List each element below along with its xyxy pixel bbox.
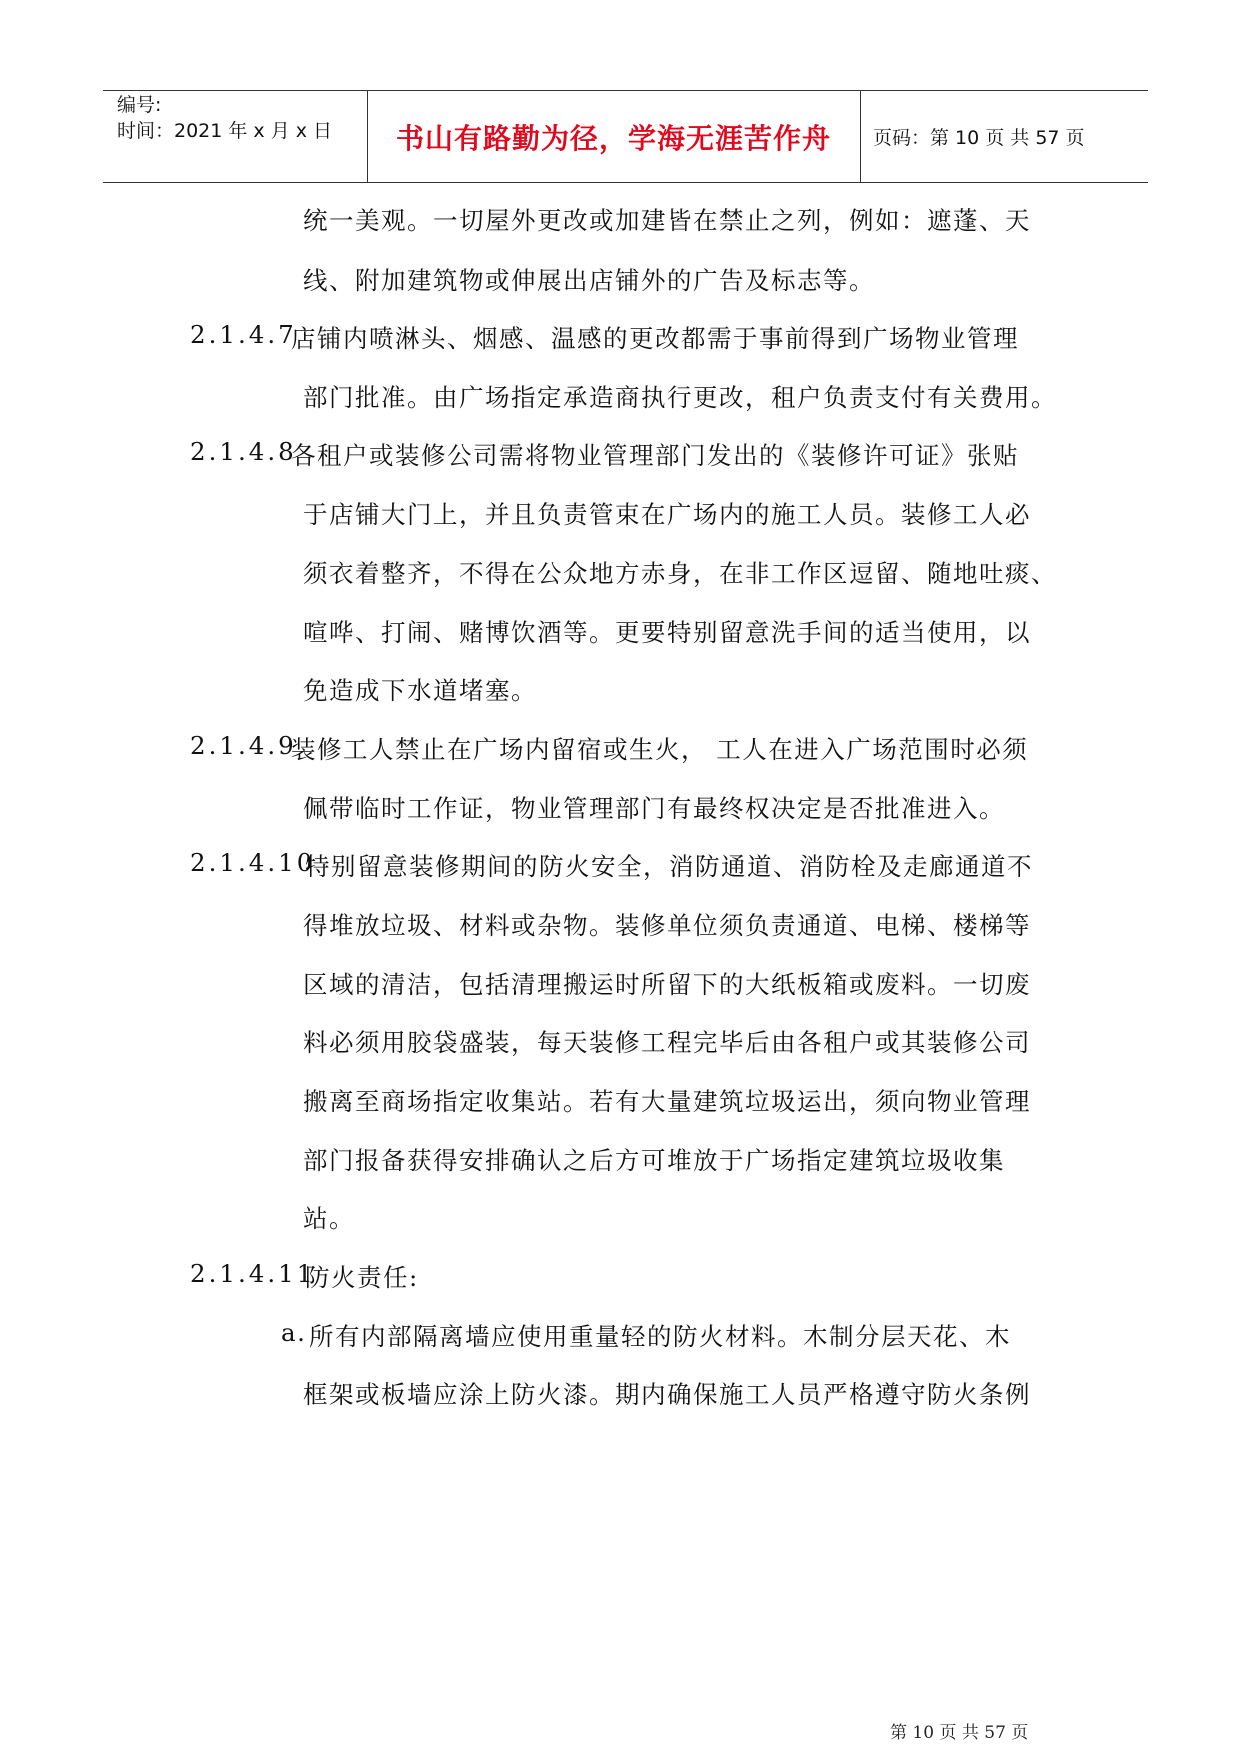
body-line: 免造成下水道堵塞。 [303, 676, 537, 705]
body-line: 部门批准。由广场指定承造商执行更改，租户负责支付有关费用。 [303, 383, 1057, 412]
body-line: 特别留意装修期间的防火安全，消防通道、消防栓及走廊通道不 [305, 852, 1033, 881]
header-motto: 书山有路勤为径，学海无涯苦作舟 [395, 121, 831, 155]
header-page-info: 页码：第 10 页 共 57 页 [873, 127, 1085, 149]
header-divider [367, 90, 368, 183]
header-divider [860, 90, 861, 183]
section-number: 2.1.4.9 [190, 731, 297, 760]
section-number: 2.1.4.11 [190, 1259, 316, 1288]
body-line: 站。 [303, 1204, 355, 1233]
section-number: 2.1.4.7 [190, 320, 297, 349]
serial-label: 编号: [117, 94, 162, 116]
body-line: 统一美观。一切屋外更改或加建皆在禁止之列，例如：遮蓬、天 [303, 206, 1031, 235]
body-line: 店铺内喷淋头、烟感、温感的更改都需于事前得到广场物业管理 [291, 324, 1019, 353]
body-line: 框架或板墙应涂上防火漆。期内确保施工人员严格遵守防火条例 [303, 1380, 1031, 1409]
body-line: 料必须用胶袋盛装，每天装修工程完毕后由各租户或其装修公司 [303, 1028, 1031, 1057]
body-line: 喧哗、打闹、赌博饮酒等。更要特别留意洗手间的适当使用，以 [303, 618, 1031, 647]
body-line: 防火责任: [305, 1263, 419, 1292]
body-line: 须衣着整齐，不得在公众地方赤身，在非工作区逗留、随地吐痰、 [303, 559, 1057, 588]
section-number: 2.1.4.8 [190, 437, 297, 466]
list-marker: a. [281, 1318, 307, 1347]
document-header [103, 90, 1148, 183]
time-label: 时间：2021 年 x 月 x 日 [117, 120, 333, 142]
section-number: 2.1.4.10 [190, 848, 316, 877]
body-line: 装修工人禁止在广场内留宿或生火， 工人在进入广场范围时必须 [291, 735, 1029, 764]
body-line: 所有内部隔离墙应使用重量轻的防火材料。木制分层天花、木 [309, 1322, 1011, 1351]
body-line: 部门报备获得安排确认之后方可堆放于广场指定建筑垃圾收集 [303, 1146, 1005, 1175]
header-meta [117, 92, 332, 144]
page-footer: 第 10 页 共 57 页 [890, 1723, 1029, 1743]
body-line: 于店铺大门上，并且负责管束在广场内的施工人员。装修工人必 [303, 500, 1031, 529]
body-line: 线、附加建筑物或伸展出店铺外的广告及标志等。 [303, 266, 875, 295]
body-line: 各租户或装修公司需将物业管理部门发出的《装修许可证》张贴 [291, 441, 1019, 470]
body-line: 搬离至商场指定收集站。若有大量建筑垃圾运出，须向物业管理 [303, 1087, 1031, 1116]
body-line: 得堆放垃圾、材料或杂物。装修单位须负责通道、电梯、楼梯等 [303, 911, 1031, 940]
body-line: 佩带临时工作证，物业管理部门有最终权决定是否批准进入。 [303, 794, 1005, 823]
body-line: 区域的清洁，包括清理搬运时所留下的大纸板箱或废料。一切废 [303, 970, 1031, 999]
